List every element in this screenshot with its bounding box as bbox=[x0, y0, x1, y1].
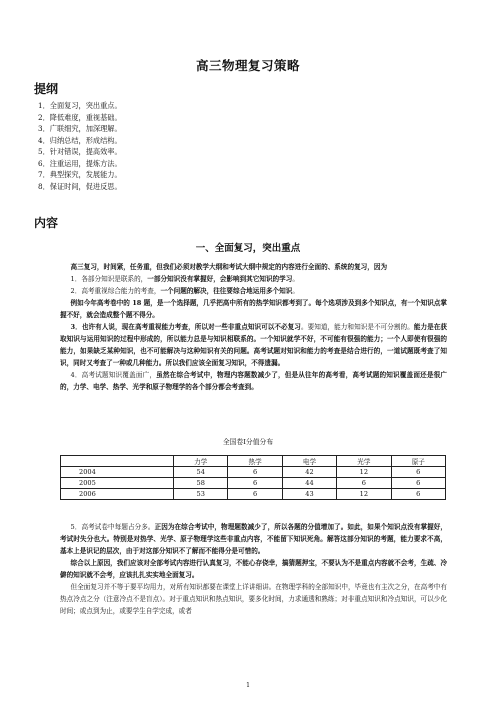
outline-item: 8．保证时间，促进反思。 bbox=[38, 181, 122, 191]
paragraph bbox=[60, 261, 447, 273]
table-cell: 6 bbox=[391, 478, 445, 489]
outline-list bbox=[38, 100, 122, 192]
paragraph-text: 4．高考试题知识覆盖面广， bbox=[70, 371, 157, 379]
section-body bbox=[60, 261, 447, 393]
paragraph-emphasis: 3．也许有人说，现在高考重视能力考查，所以对一些非重点知识可以不必复习 bbox=[70, 323, 301, 331]
page-title: 高三物理复习策略 bbox=[195, 58, 300, 73]
table-title: 全国卷Ⅰ分值分布 bbox=[222, 438, 274, 446]
paragraph bbox=[60, 297, 447, 321]
paragraph-emphasis: 例如今年高考卷中的 18 题，是一个选择题，几乎把高中所有的热学知识都考到了。每个选项涉及到多个知识点，有一个知识点掌握不好，就会造成整个题不得分。 bbox=[60, 299, 447, 319]
table-cell: 2006 bbox=[61, 489, 174, 500]
table-cell: 43 bbox=[282, 489, 336, 500]
page-number: 1 bbox=[246, 682, 250, 689]
table-header-cell: 原子 bbox=[391, 456, 445, 467]
paragraph-emphasis: 正因为在综合考试中，物理题数减少了，所以各题的分值增加了。如此，如果个知识点没有掌握好，考试时失分也大。特别是对热学、光学、原子物理学这些非重点内容，不能留下知识死角。解答这部分知识的考题，能力要求不高，基本上是识记的层次，由于对这部分知识不了解而不能得分是可惜的。 bbox=[60, 523, 448, 555]
outline-item: 5．针对错误，提高效率。 bbox=[38, 147, 122, 156]
table-cell: 6 bbox=[228, 478, 282, 489]
outline-heading: 提纲 bbox=[34, 82, 59, 96]
table-row bbox=[61, 467, 446, 478]
paragraph bbox=[60, 557, 447, 581]
table-header-cell: 力学 bbox=[174, 456, 228, 467]
paragraph bbox=[60, 521, 447, 557]
paragraph-emphasis: 综合以上原因，我们应该对全部考试内容进行认真复习，不能心存侥幸，搞猜题押宝，不要认为不是重点内容就不会考，生疏、冷僻的知识就不会考，应该扎扎实实地全面复习。 bbox=[60, 559, 447, 579]
outline-item: 4．归纳总结，形成结构。 bbox=[38, 135, 122, 145]
table-cell: 12 bbox=[337, 467, 391, 478]
paragraph bbox=[60, 581, 447, 617]
content-heading: 内容 bbox=[34, 216, 59, 230]
paragraph-text: 但全面复习并不等于要平均用力，对所有知识都要在课堂上详讲细讲。在物理学科的全部知识中，毕竟也有主次之分，在高考中有热点冷点之分（注意冷点不是盲点）。对于重点知识和热点知识，要多化时间，力求通透和熟练；对非重点知识和冷点知识，可以少化时间；或点到为止，或要学生自学完成，或者 bbox=[60, 583, 447, 615]
paragraph-text: 2．高考重视综合能力的考查， bbox=[70, 287, 161, 295]
table-cell: 53 bbox=[174, 489, 228, 500]
table-cell: 2004 bbox=[61, 467, 174, 478]
table-cell: 6 bbox=[391, 489, 445, 500]
table-cell: 6 bbox=[228, 467, 282, 478]
paragraph-text: 1．各部分知识是联系的， bbox=[70, 275, 148, 283]
paragraph-emphasis: 虽然在综合考试中，物理内容题数减少了，但是从往年的高考看，高考试题的知识覆盖面还是很广的，力学、电学、热学、光学和原子物理学的各个部分都会考查到。 bbox=[60, 371, 447, 391]
score-table bbox=[60, 455, 446, 500]
paragraph-text: 。 bbox=[292, 287, 299, 295]
table-cell: 12 bbox=[337, 489, 391, 500]
paragraph-text: 高三复习，时间紧，任务重，但我们必须对教学大纲和考试大纲中规定的内容进行全面的、系统的复习，因为 bbox=[70, 263, 388, 271]
paragraph bbox=[60, 273, 447, 285]
table-cell: 58 bbox=[174, 478, 228, 489]
paragraph-emphasis: 能力是在获取知识与运用知识的过程中形成的，所以能力总是与知识相联系的。一个知识就学不好，不可能有很强的能力；一个人即使有很强的能力，如果缺乏某种知识，也不可能解决与这种知识有关的问题。高考试题对知识和能力的考查是结合进行的，一道试题既考查了知识，同时又考查了一种或几种能力。所以我们应该全面复习知识，不得遗漏。 bbox=[60, 323, 447, 367]
table-row bbox=[61, 478, 446, 489]
paragraph-text: 。 bbox=[292, 275, 299, 283]
table-cell: 6 bbox=[337, 478, 391, 489]
table-cell: 44 bbox=[282, 478, 336, 489]
paragraph-emphasis: 一个问题的解决，往往要综合地运用多个知识 bbox=[160, 287, 293, 295]
table-header-row bbox=[61, 456, 446, 467]
paragraph-emphasis: 一部分知识没有掌握好，会影响到其它知识的学习 bbox=[147, 275, 293, 283]
table-row bbox=[61, 489, 446, 500]
table-cell: 54 bbox=[174, 467, 228, 478]
table-cell: 6 bbox=[391, 467, 445, 478]
table-header-cell: 电学 bbox=[282, 456, 336, 467]
outline-item: 3．广联细究，加深理解。 bbox=[38, 124, 122, 133]
paragraph-text: 5．高考试卷中每题占分多。 bbox=[70, 523, 155, 531]
table-header-cell: 光学 bbox=[337, 456, 391, 467]
table-cell: 42 bbox=[282, 467, 336, 478]
table-header-cell bbox=[61, 456, 174, 467]
section-body-continued bbox=[60, 521, 447, 617]
table-header-cell: 热学 bbox=[228, 456, 282, 467]
section-title: 一、全面复习，突出重点 bbox=[195, 243, 301, 254]
outline-item: 2．降低难度，重视基础。 bbox=[38, 112, 122, 122]
paragraph bbox=[60, 369, 447, 393]
paragraph bbox=[60, 321, 447, 369]
paragraph bbox=[60, 285, 447, 297]
outline-item: 1．全面复习，突出重点。 bbox=[38, 101, 122, 110]
outline-item: 7．典型探究，发展能力。 bbox=[38, 170, 122, 179]
outline-item: 6．注重运用，提炼方法。 bbox=[38, 158, 122, 168]
table-cell: 2005 bbox=[61, 478, 174, 489]
paragraph-text: 。要知道，能力和知识是不可分割的。 bbox=[300, 323, 414, 331]
table-cell: 6 bbox=[228, 489, 282, 500]
